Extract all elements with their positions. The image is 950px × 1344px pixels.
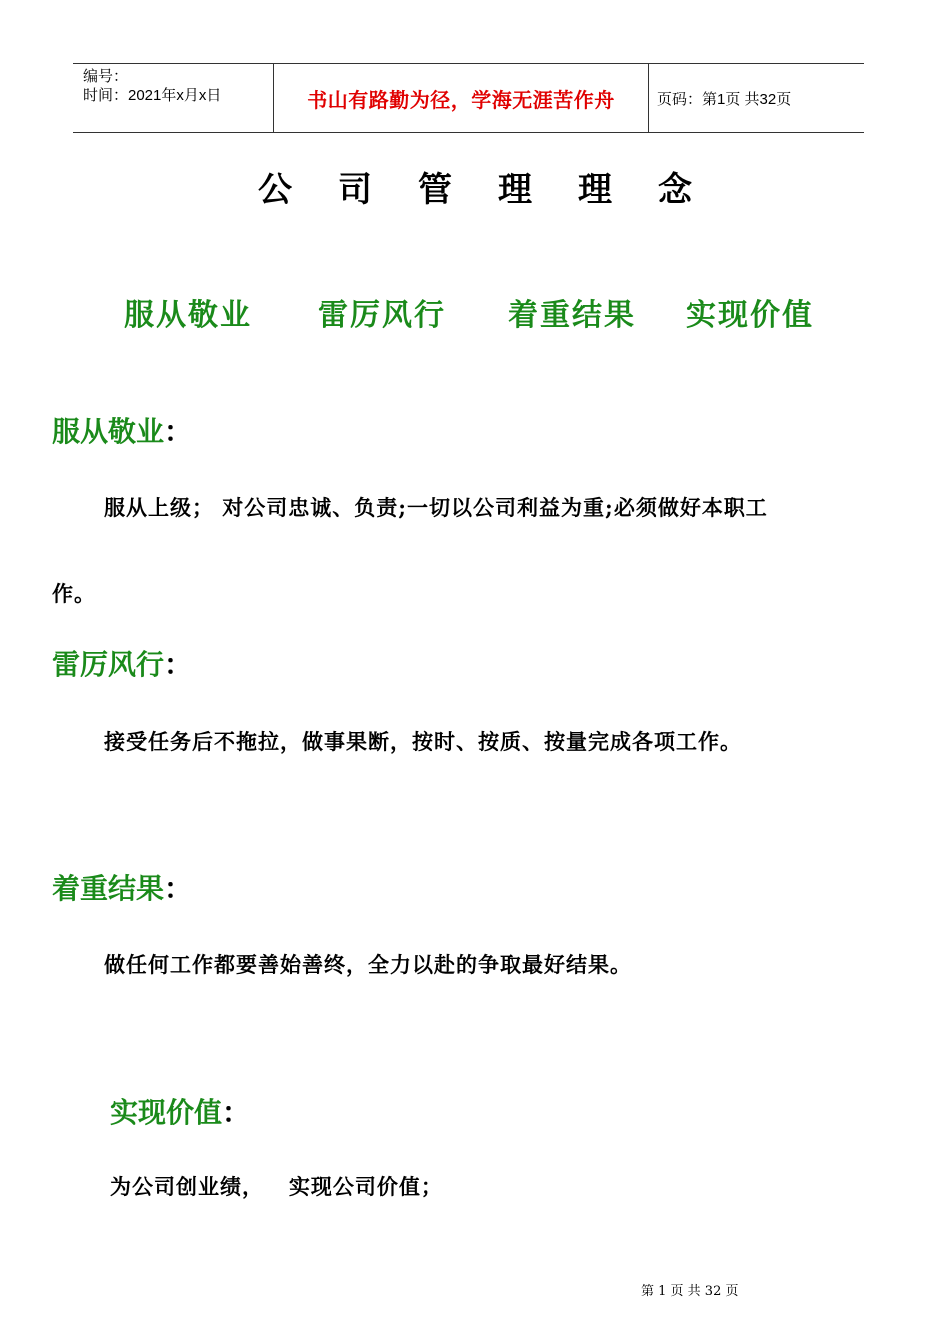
section-heading-colon: ：: [164, 648, 193, 681]
document-time-label: 时间：2021年x月x日: [83, 87, 222, 104]
header-meta-cell: [73, 64, 274, 132]
header-motto-cell: [274, 64, 649, 132]
document-number-label: 编号：: [83, 68, 129, 85]
section-heading-text: 雷厉风行: [52, 648, 165, 681]
header-page-cell: [649, 64, 864, 132]
page-title: 公司管理理念: [258, 170, 738, 210]
section-paragraph-line: 为公司创业绩， 实现公司价值；: [110, 1174, 443, 1199]
theme-item: 着重结果: [508, 298, 636, 333]
page-footer: 第 1 页 共 32 页: [641, 1284, 739, 1299]
section-heading-colon: ：: [164, 872, 193, 905]
section-heading: [52, 410, 192, 450]
section-heading-colon: ：: [222, 1096, 251, 1129]
section-paragraph-line: 服从上级； 对公司忠诚、负责;一切以公司利益为重;必须做好本职工: [104, 495, 768, 520]
section-heading-text: 服从敬业: [52, 415, 165, 448]
header-page-info: 页码：第1页 共32页: [657, 90, 792, 108]
page-header: [73, 63, 864, 133]
section-heading: [52, 643, 192, 683]
section-heading-colon: ：: [164, 415, 193, 448]
section-paragraph-line: 做任何工作都要善始善终，全力以赴的争取最好结果。: [104, 952, 632, 977]
section-heading: [110, 1091, 250, 1131]
header-motto: 书山有路勤为径，学海无涯苦作舟: [307, 87, 615, 112]
section-paragraph-line: 作。: [52, 581, 96, 606]
theme-row: [0, 290, 950, 334]
theme-item: 实现价值: [686, 298, 814, 333]
theme-item: 服从敬业: [124, 298, 252, 333]
section-heading-text: 着重结果: [52, 872, 165, 905]
theme-item: 雷厉风行: [318, 298, 446, 333]
section-heading-text: 实现价值: [110, 1096, 223, 1129]
section-heading: [52, 867, 192, 907]
section-paragraph-line: 接受任务后不拖拉，做事果断，按时、按质、按量完成各项工作。: [104, 729, 742, 754]
